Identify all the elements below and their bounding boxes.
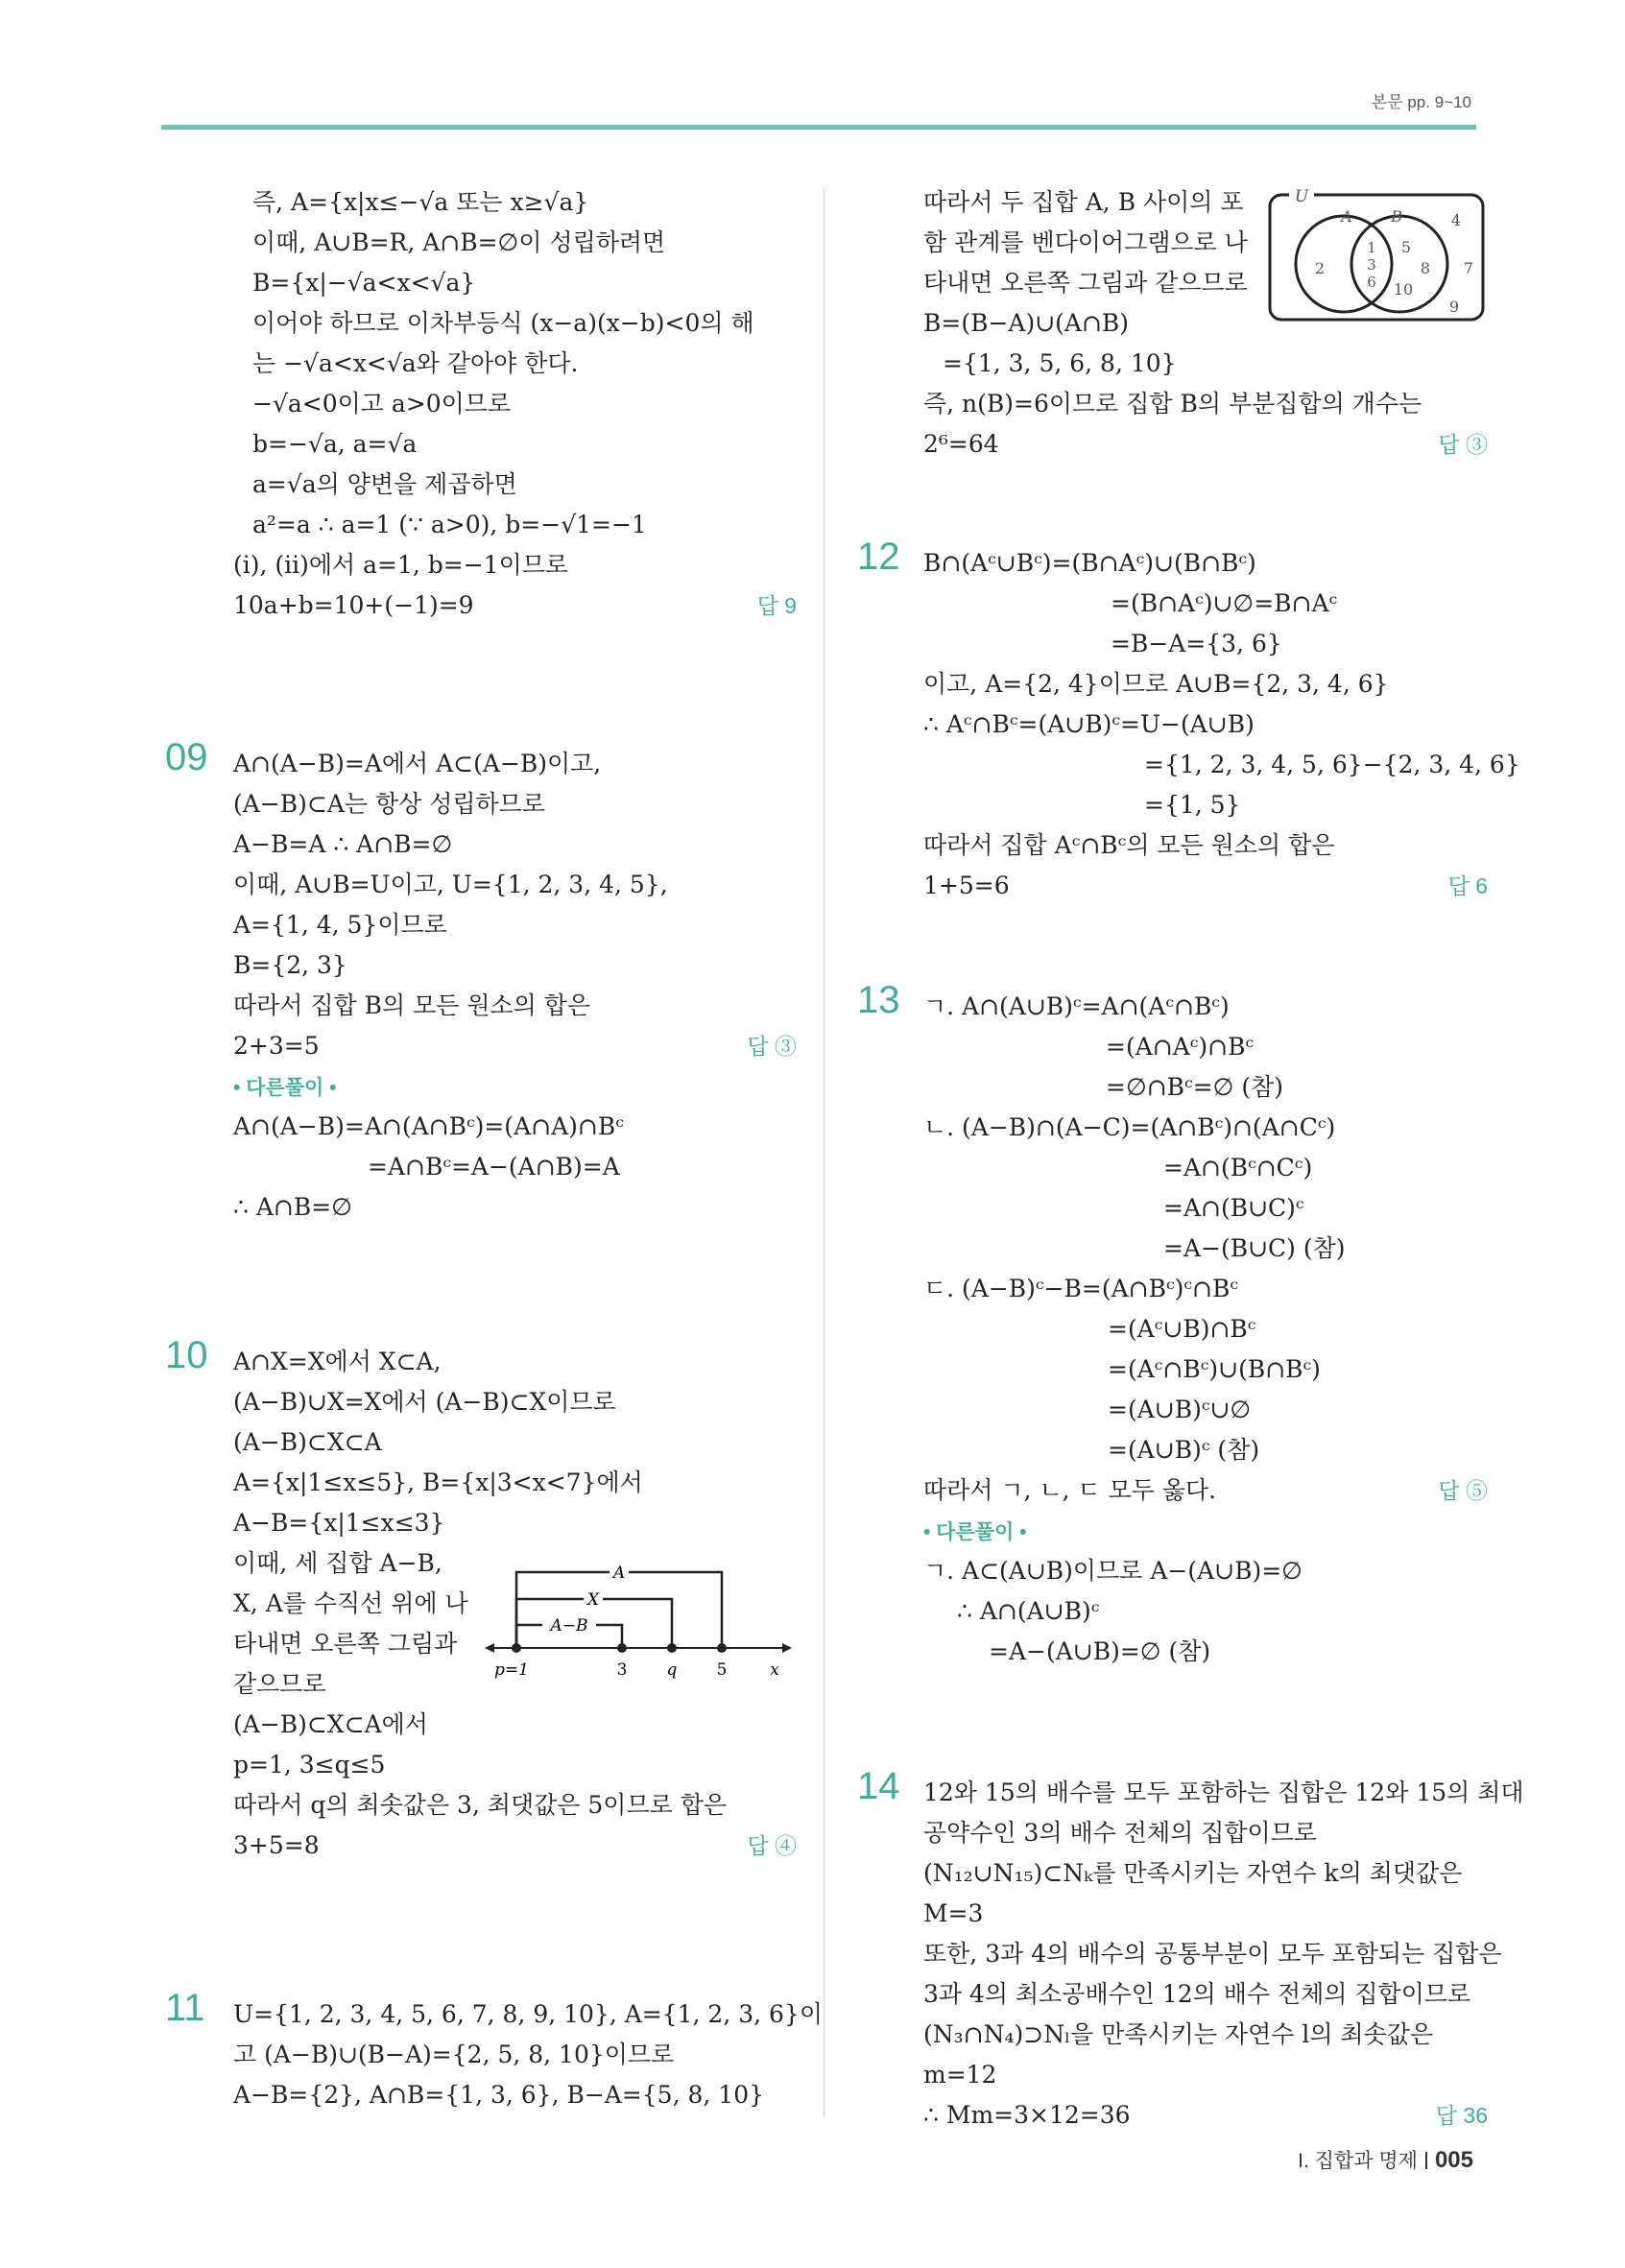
tick-label-q: q bbox=[666, 1660, 678, 1680]
solution-line: m=12 bbox=[923, 2061, 997, 2089]
solution-line: A−B={x|1≤x≤3} bbox=[233, 1509, 445, 1537]
solution-line: A={1, 4, 5}이므로 bbox=[233, 911, 447, 939]
solution-line: ={1, 2, 3, 4, 5, 6}−{2, 3, 4, 6} bbox=[1144, 751, 1520, 778]
problem-number: 13 bbox=[857, 979, 900, 1021]
problem-10 bbox=[154, 1334, 797, 1866]
solution-line bbox=[233, 1826, 797, 1866]
problem-number: 14 bbox=[857, 1765, 900, 1807]
answer-label: 답 9 bbox=[756, 593, 797, 618]
footer-separator bbox=[1425, 2152, 1427, 2169]
axis-right-arrow bbox=[782, 1643, 792, 1653]
solution-line: A={x|1≤x≤5}, B={x|3<x<7}에서 bbox=[233, 1468, 643, 1496]
solution-line: 따라서 q의 최솟값은 3, 최댓값은 5이므로 합은 bbox=[233, 1791, 727, 1819]
solution-line: (i), (ii)에서 a=1, b=−1이므로 bbox=[233, 551, 569, 579]
solution-line: (A−B)⊂A는 항상 성립하므로 bbox=[233, 790, 545, 818]
set-b-label: B bbox=[1391, 207, 1402, 226]
footer-chapter: I. 집합과 명제 bbox=[1298, 2150, 1418, 2172]
element-1: 1 bbox=[1367, 239, 1376, 256]
solution-line: ㄴ. (A−B)∩(A−C)=(A∩Bᶜ)∩(A∩Cᶜ) bbox=[923, 1113, 1336, 1141]
solution-line: X, A를 수직선 위에 나 bbox=[233, 1589, 468, 1617]
solution-text: 2⁶=64 bbox=[923, 430, 999, 458]
answer-label: 답 ③ bbox=[1438, 432, 1488, 457]
solution-line: ㄱ. A⊂(A∪B)이므로 A−(A∪B)=∅ bbox=[923, 1557, 1302, 1585]
solution-line: ∴ A∩B=∅ bbox=[233, 1193, 352, 1221]
solution-line: b=−√a, a=√a bbox=[252, 430, 418, 458]
solution-line: 또한, 3과 4의 배수의 공통부분이 모두 포함되는 집합은 bbox=[923, 1940, 1502, 1968]
solution-line: =(A∪B)ᶜ (참) bbox=[1108, 1436, 1260, 1464]
solution-line: A∩(A−B)=A∩(A∩Bᶜ)=(A∩A)∩Bᶜ bbox=[233, 1112, 624, 1140]
solution-line: ={1, 5} bbox=[1144, 791, 1241, 819]
solution-line: =A−(B∪C) (참) bbox=[1163, 1234, 1346, 1262]
solution-line: A∩X=X에서 X⊂A, bbox=[233, 1348, 442, 1375]
solution-line: 이어야 하므로 이차부등식 (x−a)(x−b)<0의 해 bbox=[252, 309, 754, 337]
label-set-a: A bbox=[612, 1564, 626, 1583]
solution-line: 이때, A∪B=R, A∩B=∅이 성립하려면 bbox=[252, 228, 666, 256]
solution-line: M=3 bbox=[923, 1899, 984, 1927]
solution-line: 이고, A={2, 4}이므로 A∪B={2, 3, 4, 6} bbox=[923, 670, 1389, 698]
problem-number: 10 bbox=[165, 1334, 208, 1376]
solution-line: 타내면 오른쪽 그림과 같으므로 bbox=[923, 269, 1248, 297]
solution-line bbox=[923, 866, 1488, 906]
solution-line: 따라서 두 집합 A, B 사이의 포 bbox=[923, 188, 1244, 216]
alt-solution-label: • 다른풀이 • bbox=[233, 1077, 337, 1099]
problem-11-continued bbox=[849, 182, 1488, 465]
solution-line: −√a<0이고 a>0이므로 bbox=[252, 390, 512, 418]
solution-line bbox=[923, 424, 1488, 465]
solution-line: 즉, A={x|x≤−√a 또는 x≥√a} bbox=[252, 188, 589, 216]
answer-label: 답 ④ bbox=[747, 1833, 797, 1858]
element-5: 5 bbox=[1400, 238, 1412, 256]
problem-14 bbox=[849, 1765, 1524, 2136]
solution-line: 즉, n(B)=6이므로 집합 B의 부분집합의 개수는 bbox=[923, 390, 1422, 418]
alt-solution-header bbox=[923, 1511, 1488, 1551]
solution-line: 고 (A−B)∪(B−A)={2, 5, 8, 10}이므로 bbox=[233, 2041, 675, 2068]
solution-line: =A−(A∪B)=∅ (참) bbox=[989, 1637, 1211, 1665]
problem-12 bbox=[849, 536, 1520, 906]
solution-line: (A−B)⊂X⊂A에서 bbox=[233, 1710, 428, 1738]
answer-label: 답 36 bbox=[1435, 2103, 1488, 2128]
solution-line: =A∩Bᶜ=A−(A∩B)=A bbox=[368, 1153, 620, 1181]
problem-08-continued bbox=[154, 182, 797, 626]
solution-line: A−B={2}, A∩B={1, 3, 6}, B−A={5, 8, 10} bbox=[233, 2081, 765, 2109]
set-a-bracket bbox=[516, 1572, 722, 1648]
venn-diagram bbox=[1267, 187, 1488, 326]
element-6: 6 bbox=[1367, 274, 1376, 291]
solution-line bbox=[233, 1026, 797, 1066]
solution-line: a²=a ∴ a=1 (∵ a>0), b=−√1=−1 bbox=[252, 511, 647, 538]
solution-line: 3과 4의 최소공배수인 12의 배수 전체의 집합이므로 bbox=[923, 1980, 1471, 2008]
solution-line: (N₃∩N₄)⊃Nₗ을 만족시키는 자연수 l의 최솟값은 bbox=[923, 2020, 1434, 2048]
solution-line: 는 −√a<x<√a와 같아야 한다. bbox=[252, 349, 579, 377]
solution-line: p=1, 3≤q≤5 bbox=[233, 1751, 386, 1779]
solution-line: ㄱ. A∩(A∪B)ᶜ=A∩(Aᶜ∩Bᶜ) bbox=[923, 992, 1230, 1020]
solution-line: =(Aᶜ∪B)∩Bᶜ bbox=[1108, 1315, 1256, 1343]
solution-text: 1+5=6 bbox=[923, 871, 1010, 899]
problem-13 bbox=[849, 979, 1488, 1672]
solution-line: 함 관계를 벤다이어그램으로 나 bbox=[923, 228, 1248, 256]
solution-line: =∅∩Bᶜ=∅ (참) bbox=[1106, 1073, 1284, 1101]
solution-line: ∴ Aᶜ∩Bᶜ=(A∪B)ᶜ=U−(A∪B) bbox=[923, 710, 1255, 738]
solution-line bbox=[923, 1470, 1488, 1511]
solution-text: 10a+b=10+(−1)=9 bbox=[233, 591, 474, 619]
solution-line: A∩(A−B)=A에서 A⊂(A−B)이고, bbox=[233, 750, 602, 777]
solution-line: (N₁₂∪N₁₅)⊂Nₖ를 만족시키는 자연수 k의 최댓값은 bbox=[923, 1859, 1463, 1887]
solution-text: ∴ Mm=3×12=36 bbox=[923, 2101, 1131, 2129]
tick-label-p: p=1 bbox=[494, 1660, 529, 1680]
element-10: 10 bbox=[1393, 280, 1414, 298]
solution-line: 12와 15의 배수를 모두 포함하는 집합은 12와 15의 최대 bbox=[923, 1779, 1524, 1806]
solution-line: =(Aᶜ∩Bᶜ)∪(B∩Bᶜ) bbox=[1108, 1355, 1321, 1383]
solution-line: =(B∩Aᶜ)∪∅=B∩Aᶜ bbox=[1111, 589, 1338, 617]
solution-line bbox=[923, 2095, 1488, 2136]
element-8: 8 bbox=[1420, 259, 1431, 277]
answer-label: 답 ③ bbox=[747, 1034, 797, 1059]
solution-text: 따라서 ㄱ, ㄴ, ㄷ 모두 옳다. bbox=[923, 1476, 1217, 1504]
solution-line bbox=[233, 585, 797, 626]
solution-line: 타내면 오른쪽 그림과 bbox=[233, 1630, 458, 1658]
solution-line: 공약수인 3의 배수 전체의 집합이므로 bbox=[923, 1819, 1317, 1847]
solution-line: B={2, 3} bbox=[233, 951, 347, 979]
axis-label-x: x bbox=[770, 1660, 779, 1680]
footer-page-number: 005 bbox=[1434, 2147, 1473, 2173]
page-footer bbox=[1298, 2145, 1473, 2174]
solution-line: (A−B)∪X=X에서 (A−B)⊂X이므로 bbox=[233, 1388, 616, 1416]
header-rule bbox=[161, 125, 1476, 130]
solution-line: B=(B−A)∪(A∩B) bbox=[923, 309, 1130, 337]
solution-line: ∴ A∩(A∪B)ᶜ bbox=[957, 1597, 1100, 1625]
problem-09 bbox=[154, 736, 797, 1228]
point-5 bbox=[717, 1643, 727, 1653]
solution-line: =A∩(Bᶜ∩Cᶜ) bbox=[1163, 1154, 1313, 1182]
problem-11 bbox=[154, 1987, 823, 2115]
solution-line: 따라서 집합 B의 모든 원소의 합은 bbox=[233, 991, 591, 1019]
point-q bbox=[667, 1643, 677, 1653]
point-p bbox=[512, 1643, 521, 1653]
solution-line: 이때, 세 집합 A−B, bbox=[233, 1549, 442, 1577]
solution-line: (A−B)⊂X⊂A bbox=[233, 1428, 382, 1456]
set-a-label: A bbox=[1341, 207, 1352, 226]
universe-label: U bbox=[1294, 187, 1309, 206]
axis-left-arrow bbox=[485, 1643, 494, 1653]
tick-label-5: 5 bbox=[716, 1660, 728, 1680]
element-9: 9 bbox=[1448, 298, 1460, 316]
solution-line: 이때, A∪B=U이고, U={1, 2, 3, 4, 5}, bbox=[233, 871, 668, 898]
header-page-reference: 본문 pp. 9~10 bbox=[1371, 93, 1471, 111]
solution-line: =(A∩Aᶜ)∩Bᶜ bbox=[1106, 1033, 1255, 1061]
solution-line: =B−A={3, 6} bbox=[1111, 630, 1282, 657]
point-3 bbox=[617, 1643, 627, 1653]
solution-line: 같으므로 bbox=[233, 1670, 326, 1698]
solution-line: B∩(Aᶜ∪Bᶜ)=(B∩Aᶜ)∪(B∩Bᶜ) bbox=[923, 549, 1256, 577]
problem-number: 12 bbox=[857, 536, 900, 578]
solution-line: =(A∪B)ᶜ∪∅ bbox=[1108, 1396, 1252, 1423]
element-2: 2 bbox=[1314, 259, 1326, 277]
element-3: 3 bbox=[1367, 256, 1376, 274]
number-line-diagram bbox=[485, 1553, 792, 1687]
solution-line: A−B=A ∴ A∩B=∅ bbox=[233, 830, 453, 858]
solution-line: a=√a의 양변을 제곱하면 bbox=[252, 470, 517, 498]
problem-number: 09 bbox=[165, 736, 208, 778]
solution-line: ={1, 3, 5, 6, 8, 10} bbox=[943, 349, 1177, 377]
problem-number: 11 bbox=[165, 1987, 205, 2029]
element-7: 7 bbox=[1463, 259, 1474, 277]
solution-line: 따라서 집합 Aᶜ∩Bᶜ의 모든 원소의 합은 bbox=[923, 831, 1335, 859]
set-a-circle bbox=[1296, 216, 1392, 312]
answer-label: 답 ⑤ bbox=[1438, 1478, 1488, 1503]
alt-solution-label: • 다른풀이 • bbox=[923, 1521, 1027, 1543]
solution-line: U={1, 2, 3, 4, 5, 6, 7, 8, 9, 10}, A={1, 2, 3, 6}이 bbox=[233, 2000, 823, 2028]
tick-label-3: 3 bbox=[616, 1660, 628, 1680]
solution-line: B={x|−√a<x<√a} bbox=[252, 269, 476, 297]
alt-solution-header bbox=[233, 1066, 797, 1107]
solution-line: ㄷ. (A−B)ᶜ−B=(A∩Bᶜ)ᶜ∩Bᶜ bbox=[923, 1275, 1239, 1302]
label-set-a-minus-b: A−B bbox=[550, 1616, 588, 1635]
solution-text: 3+5=8 bbox=[233, 1831, 320, 1859]
answer-label: 답 6 bbox=[1447, 873, 1488, 898]
solution-line: =A∩(B∪C)ᶜ bbox=[1163, 1194, 1304, 1222]
element-4: 4 bbox=[1450, 211, 1462, 229]
solution-text: 2+3=5 bbox=[233, 1032, 320, 1060]
label-set-x: X bbox=[586, 1590, 600, 1610]
